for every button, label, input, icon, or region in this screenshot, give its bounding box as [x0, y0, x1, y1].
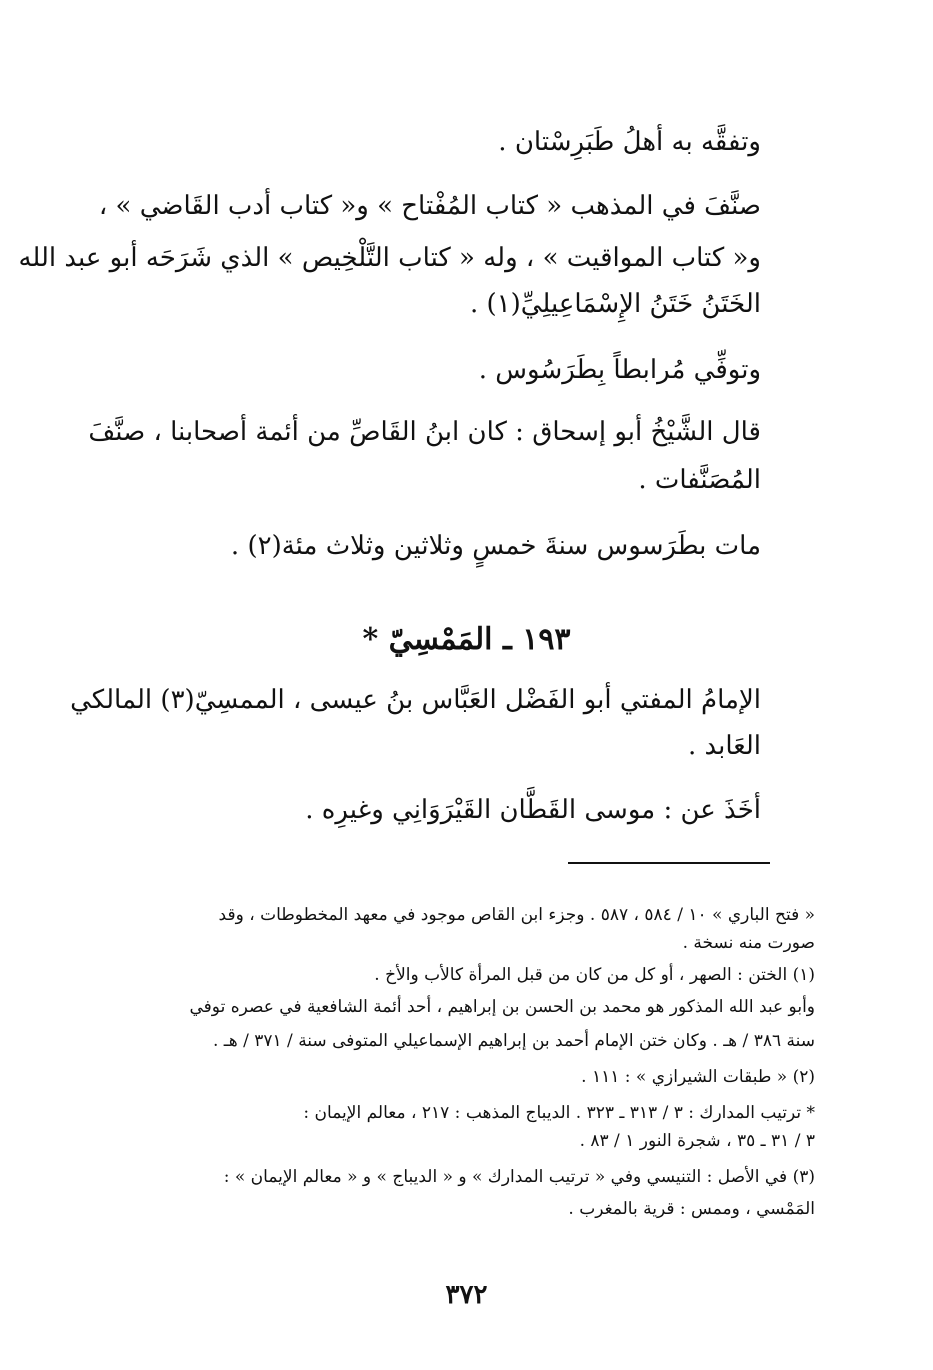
footnote-line-5: سنة ٣٨٦ / هـ . وكان ختن الإمام أحمد بن إبراهيم الإسماعيلي المتوفى سنة / ٣٧١ / هـ .	[212, 1031, 815, 1051]
entry-heading: ١٩٣ ـ المَمْسِيّ *	[362, 622, 571, 657]
footnote-line-2: صورت منه نسخة .	[682, 933, 815, 953]
entry-line-3: أخَذَ عن : موسى القَطَّان القَيْرَوَانِي وغيرِه .	[305, 795, 761, 825]
body-line-1: وتفقَّه به أهلُ طَبَرِسْتان .	[498, 127, 761, 157]
footnote-line-1: « فتح الباري » ١٠ / ٥٨٤ ، ٥٨٧ . وجزء ابن القاص موجود في معهد المخطوطات ، وقد	[218, 905, 815, 925]
footnote-line-6: (٢) « طبقات الشيرازي » : ١١١ .	[581, 1067, 815, 1087]
footnote-line-4: وأبو عبد الله المذكور هو محمد بن الحسن بن إبراهيم ، أحد أئمة الشافعية في عصره توفي	[189, 997, 815, 1017]
page-number: ٣٧٢	[445, 1280, 488, 1310]
body-line-4: الخَتَنُ خَتَنُ الإِسْمَاعِيلِيِّ(١) .	[469, 289, 761, 319]
entry-line-1: الإمامُ المفتي أبو الفَضْل العَبَّاس بنُ عيسى ، الممسِيّ(٣) المالكي	[70, 685, 761, 715]
body-line-6: قال الشَّيْخُ أبو إسحاق : كان ابنُ القَاصِّ من أئمة أصحابنا ، صنَّفَ	[88, 417, 761, 447]
footnote-separator	[568, 862, 770, 864]
body-line-7: المُصَنَّفات .	[638, 465, 761, 495]
entry-line-2: العَابد .	[687, 731, 761, 761]
footnote-line-10: المَمْسي ، وممس : قرية بالمغرب .	[568, 1199, 815, 1219]
body-line-8: مات بطَرَسوس سنةَ خمسٍ وثلاثين وثلاث مئة(٢) .	[230, 531, 761, 561]
body-line-2: صنَّفَ في المذهب « كتاب المُفْتاح » و« كتاب أدب القَاضي » ،	[98, 191, 761, 221]
footnote-line-3: (١) الختن : الصهر ، أو كل من كان من قبل المرأة كالأب والأخ .	[374, 965, 815, 985]
body-line-5: وتوفِّي مُرابطاً بِطَرَسُوس .	[478, 355, 761, 385]
footnote-line-7: * ترتيب المدارك : ٣ / ٣١٣ ـ ٣٢٣ . الديباج المذهب : ٢١٧ ، معالم الإيمان :	[303, 1103, 815, 1123]
footnote-line-9: (٣) في الأصل : التنيسي وفي « ترتيب المدارك » و « الديباج » و « معالم الإيمان » :	[223, 1167, 815, 1187]
body-line-3: و« كتاب المواقيت » ، وله « كتاب التَّلْخِيص » الذي شَرَحَه أبو عبد الله	[18, 243, 761, 273]
footnote-line-8: ٣ / ٣١ ـ ٣٥ ، شجرة النور ١ / ٨٣ .	[579, 1131, 815, 1151]
